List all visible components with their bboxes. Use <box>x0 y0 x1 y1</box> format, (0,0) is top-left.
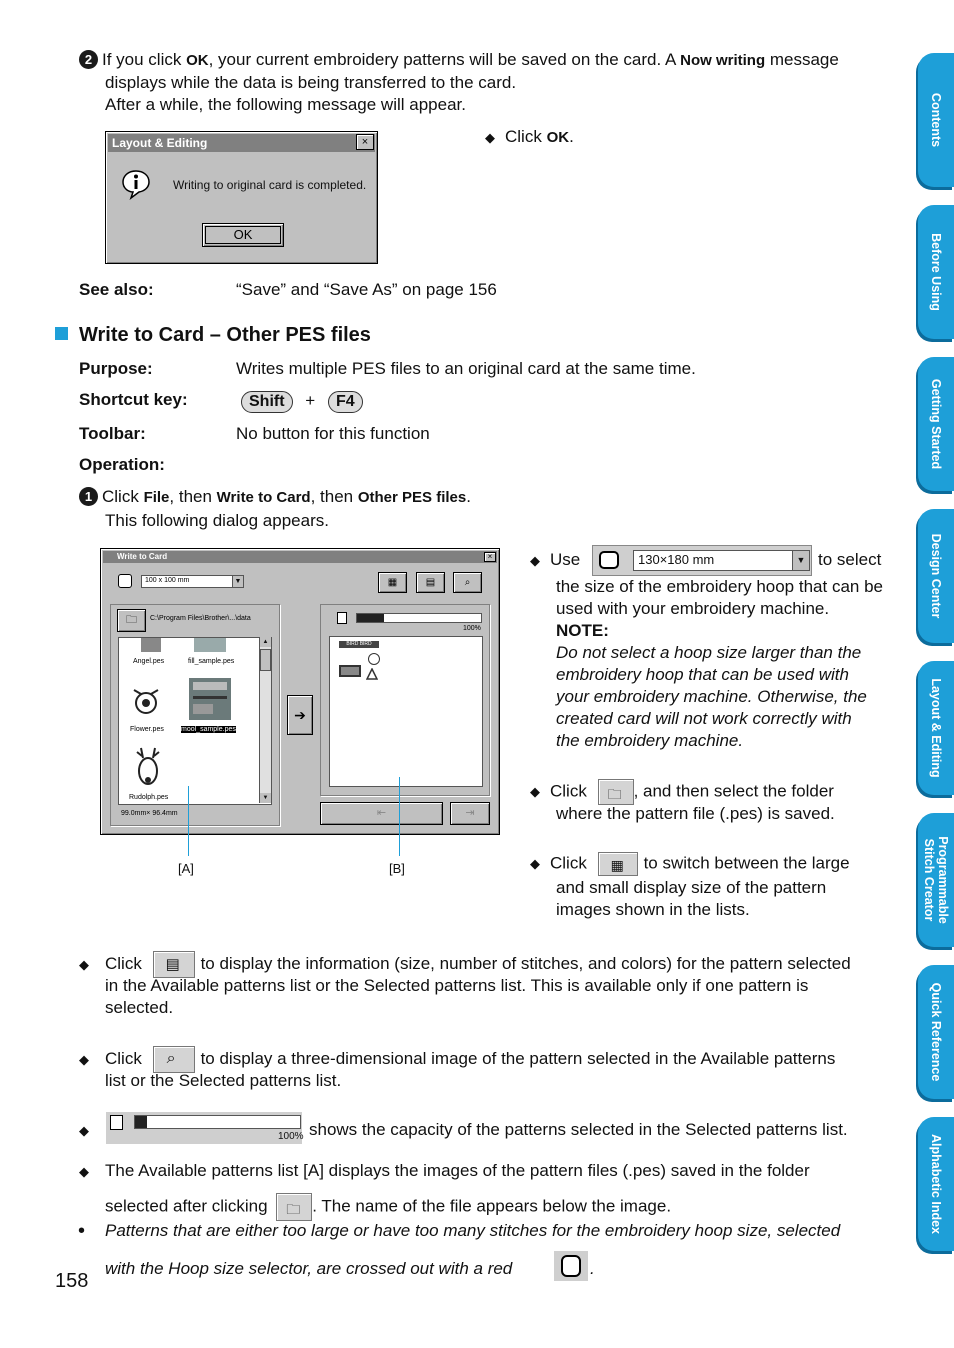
step1-line1: 1 Click File, then Write to Card, then Other PES files. <box>79 486 471 509</box>
hoop-icon <box>561 1255 581 1277</box>
scroll-down-icon[interactable]: ▼ <box>260 793 271 803</box>
bullet-diamond-icon: ◆ <box>485 130 495 145</box>
arrow-right-icon: ➔ <box>294 707 306 723</box>
list-item: Rudolph.pes <box>129 794 169 801</box>
folder-icon: 🗀 <box>126 614 137 626</box>
magnifier-icon: ⌕ <box>166 1050 176 1067</box>
selected-thumb-sun <box>368 653 380 665</box>
callout-b: [B] <box>389 861 405 876</box>
note-line: the embroidery machine. <box>556 731 744 750</box>
step2-line1: 2 If you click OK, your current embroidery patterns will be saved on the card. A Now writing message <box>79 49 839 72</box>
hoop-size-select[interactable]: 100 x 100 mm ▼ <box>141 575 244 588</box>
note-line: Do not select a hoop size larger than the <box>556 643 862 662</box>
purpose-label: Purpose: <box>79 359 153 378</box>
chevron-down-icon: ▼ <box>792 551 809 570</box>
capacity-label: 100% <box>463 625 481 632</box>
tab-programmable-stitch-creator[interactable]: Programmable Stitch Creator <box>918 813 954 947</box>
list-scrollbar[interactable] <box>259 637 271 803</box>
capacity-fill <box>135 1116 147 1128</box>
note-line: embroidery hoop that can be used with <box>556 665 849 684</box>
folder-note: ◆ Click 🗀 , and then select the folder <box>530 779 834 805</box>
properties-icon: ▤ <box>165 956 180 973</box>
step1-line2: This following dialog appears. <box>105 511 329 530</box>
use-hoop-note: ◆ Use <box>530 549 580 572</box>
section-title: Write to Card – Other PES files <box>79 324 371 346</box>
capacity-fill <box>357 614 384 622</box>
bullet-diamond-icon: ◆ <box>79 1123 89 1138</box>
card-icon <box>110 1115 123 1130</box>
info-button[interactable] <box>416 572 445 593</box>
use-hoop-line2: the size of the embroidery hoop that can be <box>556 577 883 596</box>
folder-icon: 🗀 <box>607 786 622 802</box>
list-item: Flower.pes <box>130 726 164 733</box>
bullet-diamond-icon: ◆ <box>530 856 540 872</box>
available-list-line2: selected after clicking 🗀 . The name of the file appears below the image. <box>105 1193 671 1221</box>
fill-sample-thumbnail <box>194 638 226 652</box>
red-hoop-note-line1: Patterns that are either too large or have too many stitches for the embroidery hoop size, selected <box>105 1221 841 1240</box>
tab-contents[interactable]: Contents <box>918 53 954 187</box>
folder-path: C:\Program Files\Brother\...\data <box>150 615 251 622</box>
tab-before-using[interactable]: Before Using <box>918 205 954 339</box>
info-button-image <box>153 951 195 978</box>
bullet-diamond-icon: ◆ <box>79 1051 89 1067</box>
remove-icon: ⇤ <box>376 807 387 819</box>
display-size-line3: images shown in the lists. <box>556 900 750 919</box>
tab-alphabetic-index[interactable]: Alphabetic Index <box>918 1117 954 1251</box>
toolbar-label: Toolbar: <box>79 424 146 443</box>
tab-getting-started[interactable]: Getting Started <box>918 357 954 491</box>
dot-bullet: • <box>78 1220 86 1242</box>
callout-line-a <box>188 786 189 856</box>
section-marker-icon <box>55 327 68 340</box>
write-to-card-dialog <box>100 548 500 835</box>
list-item-selected[interactable]: mool_sample.pes <box>181 726 236 733</box>
list-item: fill_sample.pes <box>188 658 235 665</box>
callout-a: [A] <box>178 861 194 876</box>
angel-thumbnail <box>141 638 161 652</box>
close-icon[interactable]: × <box>484 552 496 562</box>
step2-line3: After a while, the following message will appear. <box>105 95 466 114</box>
chevron-down-icon[interactable]: ▼ <box>232 576 243 587</box>
purpose-text: Writes multiple PES files to an original card at the same time. <box>236 359 696 378</box>
capacity-label: 100% <box>278 1131 304 1142</box>
shift-key: Shift <box>241 391 293 413</box>
grid-icon: ▦ <box>387 577 398 588</box>
hoop-icon <box>599 551 619 569</box>
display-size-note: ◆ Click ▦ to switch between the large <box>530 852 850 876</box>
available-patterns-list[interactable] <box>118 637 272 805</box>
3d-view-button-image <box>153 1046 195 1073</box>
size-readout: 99.0mm× 96.4mm <box>121 810 178 817</box>
dialog-title: Write to Card <box>103 551 497 563</box>
hoop-size-selector-image <box>592 545 812 576</box>
info-bullet-line3: selected. <box>105 998 174 1017</box>
use-hoop-line3: used with your embroidery machine. <box>556 599 830 618</box>
display-size-button-image <box>598 852 638 876</box>
see-also-text: “Save” and “Save As” on page 156 <box>236 280 497 299</box>
hoop-icon <box>118 574 132 588</box>
bullet-diamond-icon: ◆ <box>530 784 540 800</box>
info-bullet-line2: in the Available patterns list or the Selected patterns list. This is available only if one pattern is <box>105 976 809 995</box>
message-box <box>105 131 378 264</box>
selected-patterns-list[interactable] <box>329 636 483 787</box>
remove-button[interactable] <box>320 802 443 825</box>
display-size-button[interactable] <box>378 572 407 593</box>
mool-sample-thumbnail <box>189 678 231 720</box>
info-icon <box>120 168 152 200</box>
note-line: your embroidery machine. Otherwise, the <box>556 687 867 706</box>
step-number-1: 1 <box>79 487 98 506</box>
selected-thumb-triangle <box>366 665 378 677</box>
bullet-diamond-icon: ◆ <box>79 956 89 972</box>
step2-line2: displays while the data is being transferred to the card. <box>105 73 517 92</box>
red-hoop-icon-image <box>554 1251 588 1281</box>
tab-quick-reference[interactable]: Quick Reference <box>918 965 954 1099</box>
red-hoop-note-line2: with the Hoop size selector, are crossed out with a red <box>105 1259 513 1278</box>
capacity-meter-image <box>106 1112 302 1144</box>
click-ok-note: ◆ Click OK. <box>485 126 574 149</box>
info-bullet: ◆ Click ▤ to display the information (size, number of stitches, and colors) for the pattern selected <box>79 951 851 978</box>
note-line: created card will not work correctly with <box>556 709 852 728</box>
page-number: 158 <box>55 1270 89 1292</box>
step-number-2: 2 <box>79 50 98 69</box>
list-item: Angel.pes <box>133 658 165 665</box>
folder-button[interactable] <box>117 609 146 632</box>
folder-button-image <box>276 1193 312 1221</box>
tab-layout-editing[interactable]: Layout & Editing <box>918 661 954 795</box>
rudolph-thumbnail <box>133 746 163 790</box>
message-box-title: Layout & Editing <box>108 134 375 152</box>
add-to-selected-button[interactable] <box>287 695 313 735</box>
display-size-line2: and small display size of the pattern <box>556 878 827 897</box>
grid-icon: ▦ <box>610 857 624 873</box>
f4-key: F4 <box>328 391 363 413</box>
ok-button[interactable]: OK <box>202 223 284 247</box>
note-label: NOTE: <box>556 621 609 640</box>
available-list-bullet: ◆ The Available patterns list [A] displays the images of the pattern files (.pes) saved in the folder <box>79 1160 810 1183</box>
folder-button-image <box>598 779 634 805</box>
bullet-diamond-icon: ◆ <box>530 553 540 568</box>
card-icon <box>337 612 347 624</box>
magnifier-icon: ⌕ <box>464 577 471 588</box>
hoop-size-select: 130×180 mm ▼ <box>633 550 810 571</box>
shortcut-keys: Shift + F4 <box>241 390 363 413</box>
capacity-bullet <box>79 1119 99 1142</box>
selected-thumb-label: BIRD BIRD <box>339 641 379 648</box>
flower-thumbnail <box>129 684 163 720</box>
scroll-up-icon[interactable]: ▲ <box>260 637 271 647</box>
shortcut-label: Shortcut key: <box>79 390 188 409</box>
view3d-bullet: ◆ Click ⌕ to display a three-dimensional image of the pattern selected in the Available patterns <box>79 1046 835 1073</box>
capacity-meter <box>356 613 482 623</box>
callout-line-b <box>399 777 400 856</box>
operation-label: Operation: <box>79 455 165 474</box>
3d-view-button[interactable] <box>453 572 482 593</box>
message-text: Writing to original card is completed. <box>173 178 367 192</box>
write-card-button[interactable] <box>450 802 490 825</box>
folder-note-line2: where the pattern file (.pes) is saved. <box>556 804 835 823</box>
see-also-label: See also: <box>79 280 154 299</box>
bullet-diamond-icon: ◆ <box>79 1164 89 1179</box>
view3d-bullet-line2: list or the Selected patterns list. <box>105 1071 342 1090</box>
scroll-thumb[interactable] <box>260 649 271 671</box>
capacity-bullet-text: shows the capacity of the patterns selected in the Selected patterns list. <box>309 1120 848 1139</box>
close-icon[interactable]: × <box>356 134 374 150</box>
toolbar-text: No button for this function <box>236 424 430 443</box>
properties-icon: ▤ <box>425 577 436 588</box>
red-hoop-note-end: . <box>590 1259 595 1278</box>
write-icon: ⇥ <box>465 807 475 819</box>
capacity-meter <box>134 1115 301 1129</box>
folder-icon: 🗀 <box>286 1201 301 1217</box>
selected-thumb-rect <box>339 665 361 677</box>
use-hoop-after: to select <box>818 550 882 569</box>
tab-design-center[interactable]: Design Center <box>918 509 954 643</box>
